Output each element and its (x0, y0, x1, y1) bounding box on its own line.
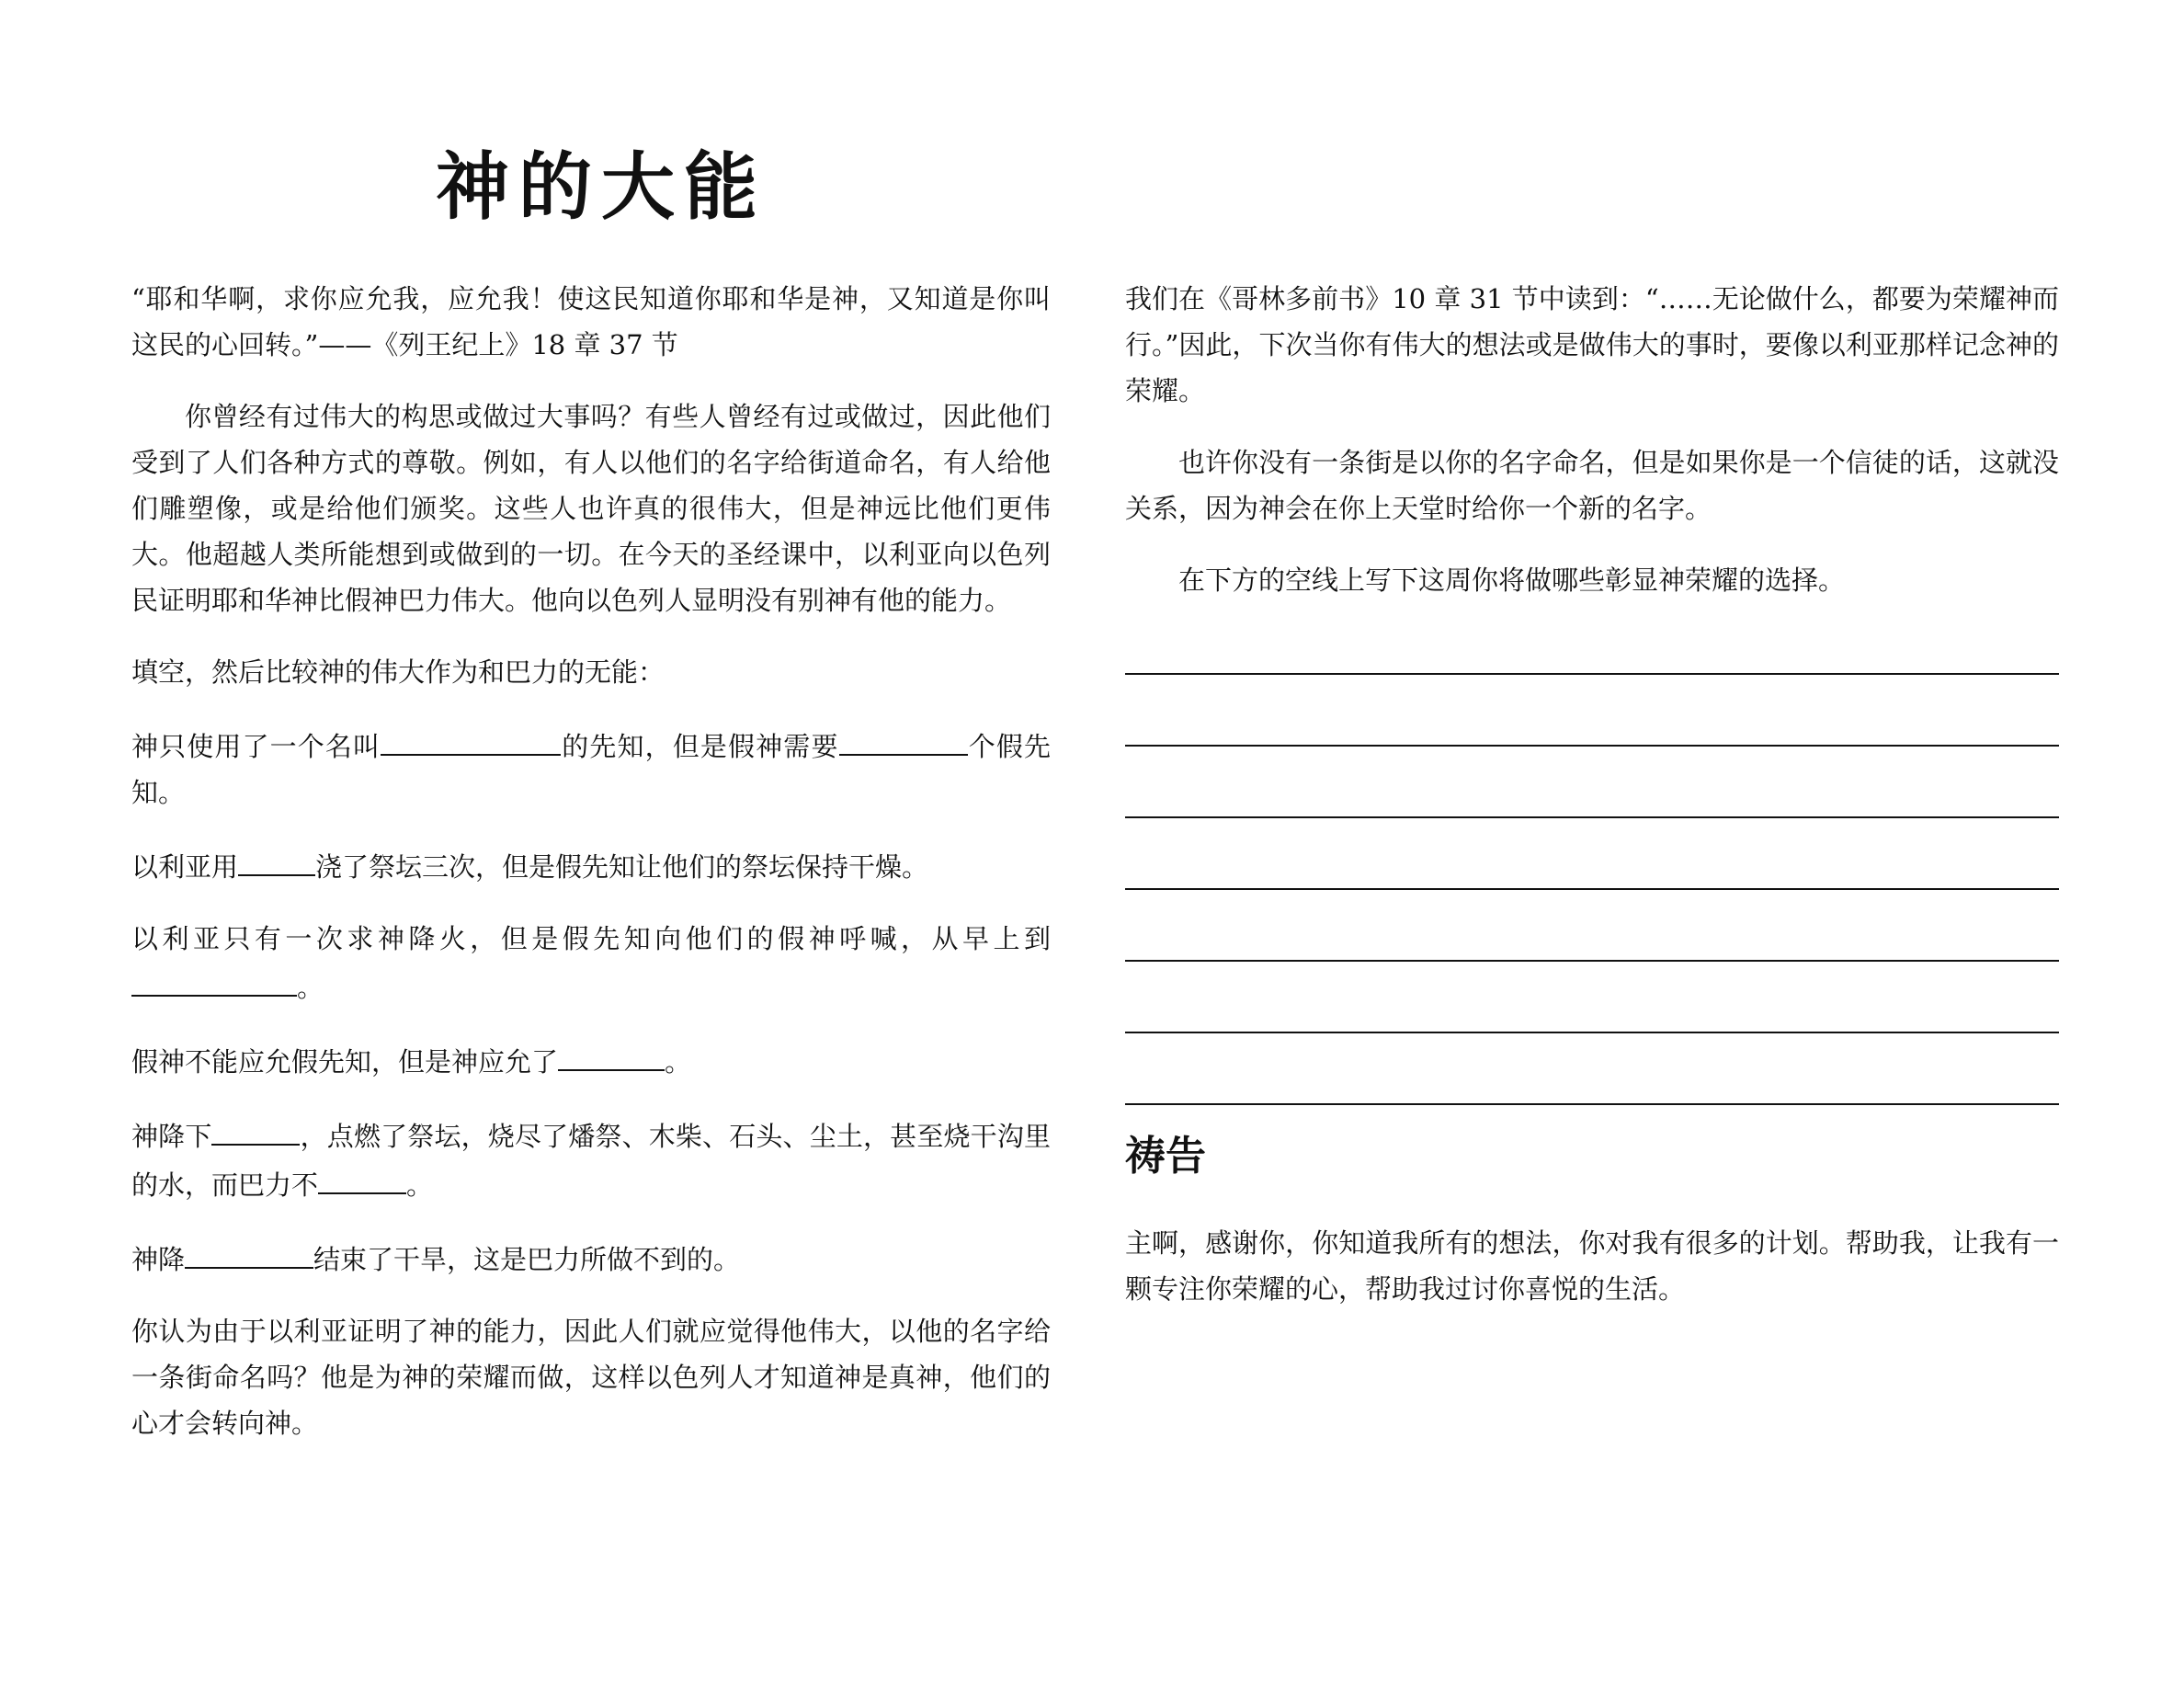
question-1 (131, 721, 1051, 815)
question-5-text-c: 。 (406, 1169, 434, 1201)
new-name-paragraph: 也许你没有一条街是以你的名字命名，但是如果你是一个信徒的话，这就没关系，因为神会在你上天堂时给你一个新的名字。 (1125, 447, 2059, 524)
question-1-text-c: 个假先知。 (131, 731, 1051, 808)
question-4-text-a: 假神不能应允假先知，但是神应允了 (131, 1046, 559, 1078)
corinthians-paragraph: 我们在《哥林多前书》10 章 31 节中读到：“……无论做什么，都要为荣耀神而行。”因此，下次当你有伟大的想法或是做伟大的事时，要像以利亚那样记念神的荣耀。 (1125, 283, 2059, 406)
scripture-verse: “耶和华啊，求你应允我，应允我！使这民知道你耶和华是神，又知道是你叫这民的心回转。”——《列王纪上》18 章 37 节 (131, 283, 1051, 360)
prayer-text: 主啊，感谢你，你知道我所有的想法，你对我有很多的计划。帮助我，让我有一颗专注你荣耀的心，帮助我过讨你喜悦的生活。 (1125, 1226, 2059, 1305)
answer-blank-5[interactable] (558, 1036, 665, 1071)
answer-blank-2[interactable] (839, 721, 968, 756)
writing-line[interactable] (1125, 675, 2059, 747)
question-6-text-b: 结束了干旱，这是巴力所做不到的。 (313, 1244, 741, 1275)
answer-blank-7[interactable] (318, 1159, 406, 1194)
question-4 (131, 1036, 1051, 1085)
question-1-text-a: 神只使用了一个名叫 (131, 731, 381, 762)
question-6-text-a: 神降 (131, 1244, 186, 1275)
question-6 (131, 1234, 1051, 1283)
question-5-text-a: 神降下 (131, 1121, 212, 1152)
writing-line[interactable] (1125, 603, 2059, 675)
question-3-text-a: 以利亚只有一次求神降火，但是假先知向他们的假神呼喊，从早上到 (131, 923, 1051, 954)
writing-line[interactable] (1125, 890, 2059, 962)
answer-blank-6[interactable] (211, 1111, 300, 1146)
answer-blank-8[interactable] (185, 1234, 313, 1269)
question-3 (131, 916, 1051, 1010)
prayer-heading: 祷告 (1125, 1133, 1206, 1180)
question-4-text-b: 。 (665, 1046, 692, 1078)
intro-paragraph: 你曾经有过伟大的构思或做过大事吗？有些人曾经有过或做过，因此他们受到了人们各种方式的尊敬。例如，有人以他们的名字给街道命名，有人给他们雕塑像，或是给他们颁奖。这些人也许真的很伟大，但是神远比他们更伟大。他超越人类所能想到或做到的一切。在今天的圣经课中，以利亚向以色列民证明耶和华神比假神巴力伟大。他向以色列人显明没有别神有他的能力。 (131, 401, 1051, 616)
left-column (131, 276, 1051, 1472)
answer-blank-4[interactable] (131, 962, 297, 997)
closing-paragraph: 你认为由于以利亚证明了神的能力，因此人们就应觉得他伟大，以他的名字给一条街命名吗？他是为神的荣耀而做，这样以色列人才知道神是真神，他们的心才会转向神。 (131, 1316, 1051, 1439)
writing-line[interactable] (1125, 962, 2059, 1033)
answer-blank-1[interactable] (381, 721, 561, 756)
question-1-text-b: 的先知，但是假神需要 (561, 731, 839, 762)
instruction: 填空，然后比较神的伟大作为和巴力的无能： (131, 656, 665, 688)
writing-lines (1125, 603, 2059, 1105)
writing-line[interactable] (1125, 818, 2059, 890)
question-2 (131, 841, 1051, 890)
question-3-text-b: 。 (297, 972, 324, 1003)
right-column (1125, 276, 2059, 1338)
question-5 (131, 1111, 1051, 1208)
writing-instruction: 在下方的空线上写下这周你将做哪些彰显神荣耀的选择。 (1178, 565, 1846, 596)
answer-blank-3[interactable] (238, 841, 315, 876)
writing-line[interactable] (1125, 747, 2059, 818)
writing-line[interactable] (1125, 1033, 2059, 1105)
question-2-text-a: 以利亚用 (131, 851, 239, 883)
question-5-text-b: ，点燃了祭坛，烧尽了燔祭、木柴、石头、尘土，甚至烧干沟里的水，而巴力不 (131, 1121, 1051, 1201)
question-2-text-b: 浇了祭坛三次，但是假先知让他们的祭坛保持干燥。 (315, 851, 929, 883)
page-title: 神的大能 (436, 143, 767, 230)
